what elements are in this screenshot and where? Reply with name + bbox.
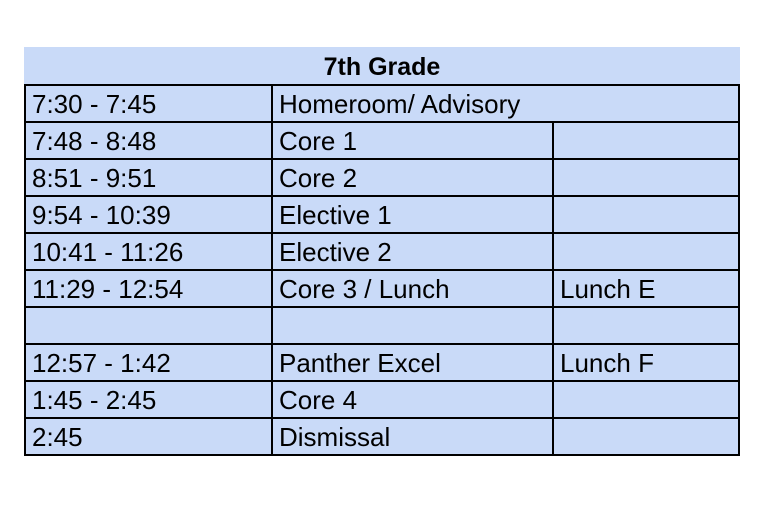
- activity-cell: Core 4: [271, 382, 552, 417]
- table-row: [24, 382, 738, 419]
- table-row: [24, 234, 738, 271]
- time-cell: 11:29 - 12:54: [24, 271, 271, 306]
- table-row: [24, 123, 738, 160]
- time-cell: 8:51 - 9:51: [24, 160, 271, 195]
- activity-cell: Homeroom/ Advisory: [271, 86, 738, 121]
- table-row: [24, 86, 738, 123]
- lunch-cell: [552, 234, 738, 269]
- lunch-cell: [552, 123, 738, 158]
- lunch-cell: [552, 160, 738, 195]
- activity-cell: Dismissal: [271, 419, 552, 454]
- table-title: 7th Grade: [24, 47, 740, 86]
- table-row: [24, 308, 738, 345]
- lunch-cell: [552, 382, 738, 417]
- activity-cell: Core 2: [271, 160, 552, 195]
- table-row: [24, 271, 738, 308]
- lunch-cell: [552, 197, 738, 232]
- activity-cell: [271, 308, 552, 343]
- lunch-cell: Lunch F: [552, 345, 738, 380]
- table-row: [24, 197, 738, 234]
- lunch-cell: Lunch E: [552, 271, 738, 306]
- table-row: [24, 419, 738, 454]
- time-cell: 7:30 - 7:45: [24, 86, 271, 121]
- time-cell: 10:41 - 11:26: [24, 234, 271, 269]
- time-cell: 12:57 - 1:42: [24, 345, 271, 380]
- schedule-table: [24, 47, 740, 456]
- time-cell: [24, 308, 271, 343]
- activity-cell: Core 3 / Lunch: [271, 271, 552, 306]
- activity-cell: Elective 1: [271, 197, 552, 232]
- activity-cell: Core 1: [271, 123, 552, 158]
- time-cell: 1:45 - 2:45: [24, 382, 271, 417]
- activity-cell: Elective 2: [271, 234, 552, 269]
- table-row: [24, 345, 738, 382]
- time-cell: 7:48 - 8:48: [24, 123, 271, 158]
- lunch-cell: [552, 308, 738, 343]
- activity-cell: Panther Excel: [271, 345, 552, 380]
- time-cell: 2:45: [24, 419, 271, 454]
- lunch-cell: [552, 419, 738, 454]
- table-row: [24, 160, 738, 197]
- time-cell: 9:54 - 10:39: [24, 197, 271, 232]
